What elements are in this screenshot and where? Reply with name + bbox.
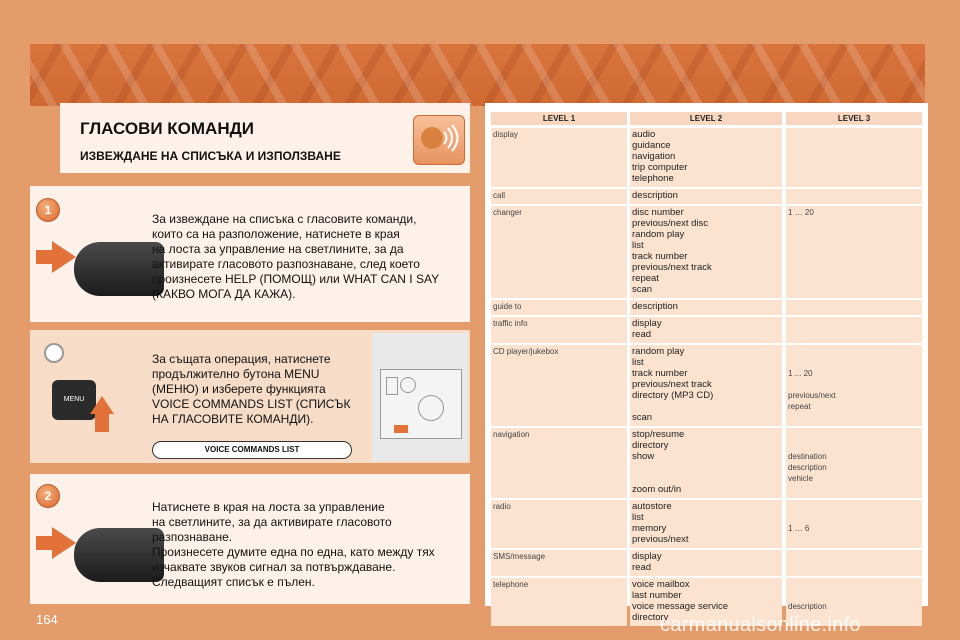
table-cell-line: list xyxy=(632,357,644,368)
table-cell-l2 xyxy=(630,206,782,298)
table-cell-line: 1 … 20 xyxy=(788,208,814,217)
table-cell-line: memory xyxy=(632,523,667,534)
table-cell-line: repeat xyxy=(788,402,811,411)
table-cell-line: previous/next xyxy=(788,391,836,400)
table-cell-line: disc number xyxy=(632,207,684,218)
page-title: ГЛАСОВИ КОМАНДИ xyxy=(80,119,254,138)
table-cell-line: scan xyxy=(632,412,653,423)
table-cell-line: list xyxy=(632,240,644,251)
step-2-line: изчаквате звуков сигнал за потвърждаване. xyxy=(152,560,396,574)
table-cell-line xyxy=(788,357,920,368)
light-stalk-image xyxy=(74,528,164,582)
table-header-level-1: LEVEL 1 xyxy=(491,112,627,125)
table-cell-line: display xyxy=(632,318,662,329)
table-cell-l2 xyxy=(630,500,782,548)
tip-line: НА ГЛАСОВИТЕ КОМАНДИ). xyxy=(152,412,314,426)
step-2-line: Следващият списък е пълен. xyxy=(152,575,315,589)
table-cell-line: directory xyxy=(632,612,669,623)
table-cell-l3 xyxy=(786,500,922,548)
table-cell-line: stop/resume xyxy=(632,429,685,440)
step-2-text xyxy=(152,500,435,590)
tip-line: продължително бутона MENU xyxy=(152,367,320,381)
table-cell-l1 xyxy=(491,189,627,204)
table-cell-line xyxy=(788,579,920,590)
table-cell-line: CD player/jukebox xyxy=(493,347,559,356)
table-cell-line: vehicle xyxy=(788,474,813,483)
step-2-line: на светлините, за да активирате гласовото xyxy=(152,515,392,529)
table-cell-l1 xyxy=(491,578,627,626)
light-stalk-image xyxy=(74,242,164,296)
table-cell-l2 xyxy=(630,345,782,426)
table-cell-line xyxy=(788,590,920,601)
step-1-badge: 1 xyxy=(36,198,60,222)
tip-line: За същата операция, натиснете xyxy=(152,352,331,366)
step-1-text xyxy=(152,212,439,302)
table-cell-l1 xyxy=(491,428,627,498)
table-cell-line: directory (MP3 CD) xyxy=(632,390,714,401)
table-cell-line: display xyxy=(493,130,518,139)
table-cell-line: read xyxy=(632,562,652,573)
table-cell-line xyxy=(788,440,920,451)
console-key xyxy=(386,377,398,395)
tip-sun-icon xyxy=(44,343,64,363)
arrow-right-icon xyxy=(52,241,76,273)
tip-text xyxy=(152,352,350,427)
table-cell-l2 xyxy=(630,128,782,187)
console-knob xyxy=(400,377,416,393)
table-cell-line: changer xyxy=(493,208,522,217)
table-cell-line: description xyxy=(632,190,678,201)
table-cell-line: previous/next disc xyxy=(632,218,709,229)
table-cell-line: read xyxy=(632,329,652,340)
table-cell-l1 xyxy=(491,550,627,576)
table-cell-line xyxy=(788,512,920,523)
step-1-panel xyxy=(30,186,470,322)
table-cell-l3 xyxy=(786,345,922,426)
table-cell-line: previous/next xyxy=(632,534,689,545)
table-cell-l2 xyxy=(630,189,782,204)
table-cell-line: call xyxy=(493,191,506,200)
table-header-level-2: LEVEL 2 xyxy=(630,112,782,125)
table-cell-line xyxy=(788,429,920,440)
table-cell-line: show xyxy=(632,451,655,462)
arrow-icon xyxy=(95,414,109,432)
table-cell-line xyxy=(788,379,920,390)
table-header-level-3: LEVEL 3 xyxy=(786,112,922,125)
table-cell-line: audio xyxy=(632,129,656,140)
table-cell-line xyxy=(632,473,780,484)
step-2-line: Произнесете думите една по една, като между тях xyxy=(152,545,435,559)
table-cell-line: 1 ... 20 xyxy=(788,369,813,378)
table-cell-line: telephone xyxy=(632,173,674,184)
table-cell-line: autostore xyxy=(632,501,672,512)
menu-key-image: MENU xyxy=(52,380,96,420)
arrow-right-icon xyxy=(52,527,76,559)
step-1-line: (КАКВО МОГА ДА КАЖА). xyxy=(152,287,296,301)
step-1-line: За извеждане на списъка с гласовите команди, xyxy=(152,212,417,226)
table-cell-line: destination xyxy=(788,452,827,461)
table-cell-line: display xyxy=(632,551,662,562)
table-cell-line: navigation xyxy=(632,151,676,162)
table-cell-l3 xyxy=(786,300,922,315)
table-cell-l3 xyxy=(786,550,922,576)
table-cell-line: description xyxy=(788,463,827,472)
table-cell-l3 xyxy=(786,189,922,204)
table-cell-line: telephone xyxy=(493,580,529,589)
table-cell-line: list xyxy=(632,512,644,523)
table-cell-line: trip computer xyxy=(632,162,688,173)
table-cell-l3 xyxy=(786,317,922,343)
table-cell-line xyxy=(788,346,920,357)
table-cell-line: radio xyxy=(493,502,511,511)
table-cell-l3 xyxy=(786,128,922,187)
page-subtitle: ИЗВЕЖДАНЕ НА СПИСЪКА И ИЗПОЛЗВАНЕ xyxy=(80,149,341,163)
title-panel xyxy=(60,103,470,173)
radio-console-image xyxy=(372,333,468,461)
table-cell-line: track number xyxy=(632,251,688,262)
step-1-line: на лоста за управление на светлините, за да xyxy=(152,242,404,256)
table-cell-line: SMS/message xyxy=(493,552,546,561)
table-cell-l3 xyxy=(786,428,922,498)
console-dial xyxy=(418,395,444,421)
tip-line: VOICE COMMANDS LIST (СПИСЪК xyxy=(152,397,351,411)
table-cell-l1 xyxy=(491,317,627,343)
table-cell-l2 xyxy=(630,300,782,315)
voice-commands-list-button[interactable]: VOICE COMMANDS LIST xyxy=(152,441,352,459)
table-cell-line: traffic info xyxy=(493,319,528,328)
table-cell-line: scan xyxy=(632,284,653,295)
table-cell-l1 xyxy=(491,300,627,315)
table-cell-l2 xyxy=(630,550,782,576)
table-cell-line xyxy=(632,462,780,473)
table-cell-line: random play xyxy=(632,346,685,357)
step-1-line: произнесете HELP (ПОМОЩ) или WHAT CAN I SAY xyxy=(152,272,440,286)
table-cell-line: description xyxy=(788,602,827,611)
table-cell-line xyxy=(788,501,920,512)
table-cell-line: guidance xyxy=(632,140,671,151)
table-cell-line: previous/next track xyxy=(632,379,712,390)
table-cell-l1 xyxy=(491,206,627,298)
table-cell-l1 xyxy=(491,500,627,548)
console-menu-key xyxy=(394,425,408,433)
table-cell-line: repeat xyxy=(632,273,659,284)
table-cell-line xyxy=(632,401,780,412)
arrow-up-icon xyxy=(90,396,114,414)
decorative-chevron-band xyxy=(30,44,925,106)
table-cell-line: description xyxy=(632,301,678,312)
table-cell-l2 xyxy=(630,317,782,343)
voice-command-icon xyxy=(413,115,465,165)
table-cell-line: random play xyxy=(632,229,685,240)
table-cell-line: directory xyxy=(632,440,669,451)
table-cell-line: track number xyxy=(632,368,688,379)
table-cell-l2 xyxy=(630,428,782,498)
table-cell-l1 xyxy=(491,128,627,187)
step-1-line: които са на разположение, натиснете в края xyxy=(152,227,400,241)
step-2-panel xyxy=(30,474,470,604)
table-cell-line: zoom out/in xyxy=(632,484,682,495)
table-cell-line: guide to xyxy=(493,302,522,311)
table-cell-l1 xyxy=(491,345,627,426)
watermark: carmanualsonline.info xyxy=(660,614,861,636)
table-cell-line: previous/next track xyxy=(632,262,712,273)
step-1-line: активирате гласовото разпознаване, след което xyxy=(152,257,420,271)
table-cell-line: 1 … 6 xyxy=(788,524,810,533)
table-cell-l3 xyxy=(786,206,922,298)
tip-line: (МЕНЮ) и изберете функцията xyxy=(152,382,326,396)
step-2-line: Натиснете в края на лоста за управление xyxy=(152,500,385,514)
table-cell-line: navigation xyxy=(493,430,530,439)
page-number: 164 xyxy=(36,612,58,627)
step-2-line: разпознаване. xyxy=(152,530,233,544)
voice-commands-table xyxy=(485,103,928,623)
table-cell-line: last number xyxy=(632,590,682,601)
table-cell-line: voice message service xyxy=(632,601,729,612)
table-cell-line: voice mailbox xyxy=(632,579,690,590)
step-2-badge: 2 xyxy=(36,484,60,508)
